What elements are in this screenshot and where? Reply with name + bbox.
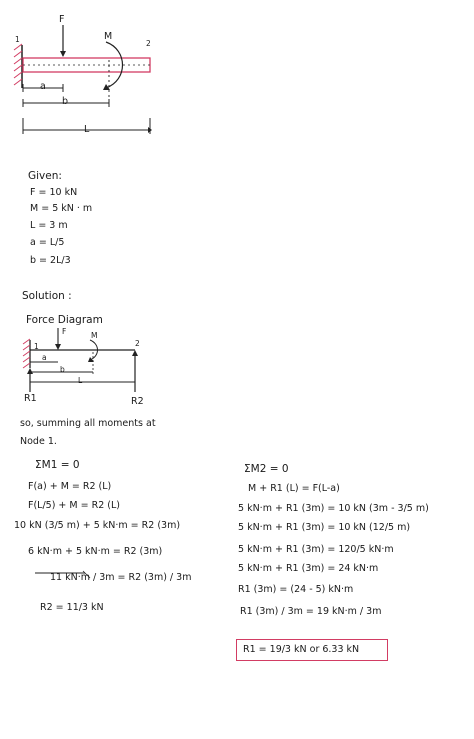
right-eq-line: 5 kN·m + R1 (3m) = 10 kN (12/5 m) bbox=[238, 522, 411, 533]
node-2-label: 2 bbox=[146, 39, 151, 48]
node-1-label: 1 bbox=[15, 35, 20, 44]
right-eq-line: 5 kN·m + R1 (3m) = 120/5 kN·m bbox=[238, 544, 394, 555]
left-eq-line: R2 = 11/3 kN bbox=[40, 602, 104, 613]
given-item: M = 5 kN · m bbox=[30, 203, 93, 214]
fbd-L-label: L bbox=[78, 376, 83, 385]
answer-text: R1 = 19/3 kN or 6.33 kN bbox=[243, 644, 360, 655]
given-item: L = 3 m bbox=[30, 220, 68, 231]
right-eq-line: M + R1 (L) = F(L-a) bbox=[248, 483, 340, 494]
fbd-node2-label: 2 bbox=[135, 339, 140, 348]
left-eq-line: F(L/5) + M = R2 (L) bbox=[28, 500, 120, 511]
solution-heading: Solution : bbox=[22, 290, 72, 302]
moment-label: M bbox=[104, 31, 113, 42]
given-item: F = 10 kN bbox=[30, 187, 78, 198]
intro-line: so, summing all moments at bbox=[20, 418, 156, 429]
dim-a-label: a bbox=[40, 81, 46, 92]
answer-box bbox=[236, 639, 388, 661]
fbd-moment-label: M bbox=[91, 331, 98, 340]
left-eq-line: 11 kN·m / 3m = R2 (3m) / 3m bbox=[50, 572, 192, 583]
given-heading: Given: bbox=[28, 170, 62, 182]
given-item: a = L/5 bbox=[30, 237, 65, 248]
fbd-a-label: a bbox=[42, 353, 47, 362]
sum-m2-heading: ΣM2 = 0 bbox=[244, 463, 289, 475]
fbd-R2-label: R2 bbox=[131, 396, 144, 407]
sum-m1-heading: ΣM1 = 0 bbox=[35, 459, 80, 471]
fbd-R1-label: R1 bbox=[24, 393, 37, 404]
right-eq-line: R1 (3m) / 3m = 19 kN·m / 3m bbox=[240, 606, 382, 617]
right-eq-line: 5 kN·m + R1 (3m) = 24 kN·m bbox=[238, 563, 379, 574]
right-eq-line: R1 (3m) = (24 - 5) kN·m bbox=[238, 584, 354, 595]
fbd-force-label: F bbox=[62, 327, 67, 336]
fbd-node1-label: 1 bbox=[34, 342, 39, 351]
left-eq-line: 6 kN·m + 5 kN·m = R2 (3m) bbox=[28, 546, 163, 557]
dim-L-label: L bbox=[84, 124, 90, 135]
left-eq-line: 10 kN (3/5 m) + 5 kN·m = R2 (3m) bbox=[14, 520, 181, 531]
fbd-b-label: b bbox=[60, 365, 65, 374]
left-eq-line: F(a) + M = R2 (L) bbox=[28, 481, 112, 492]
force-label: F bbox=[59, 14, 65, 25]
given-item: b = 2L/3 bbox=[30, 255, 71, 266]
intro-line: Node 1. bbox=[20, 436, 57, 447]
force-diagram-heading: Force Diagram bbox=[26, 314, 103, 326]
right-eq-line: 5 kN·m + R1 (3m) = 10 kN (3m - 3/5 m) bbox=[238, 503, 429, 514]
dim-b-label: b bbox=[62, 96, 69, 107]
